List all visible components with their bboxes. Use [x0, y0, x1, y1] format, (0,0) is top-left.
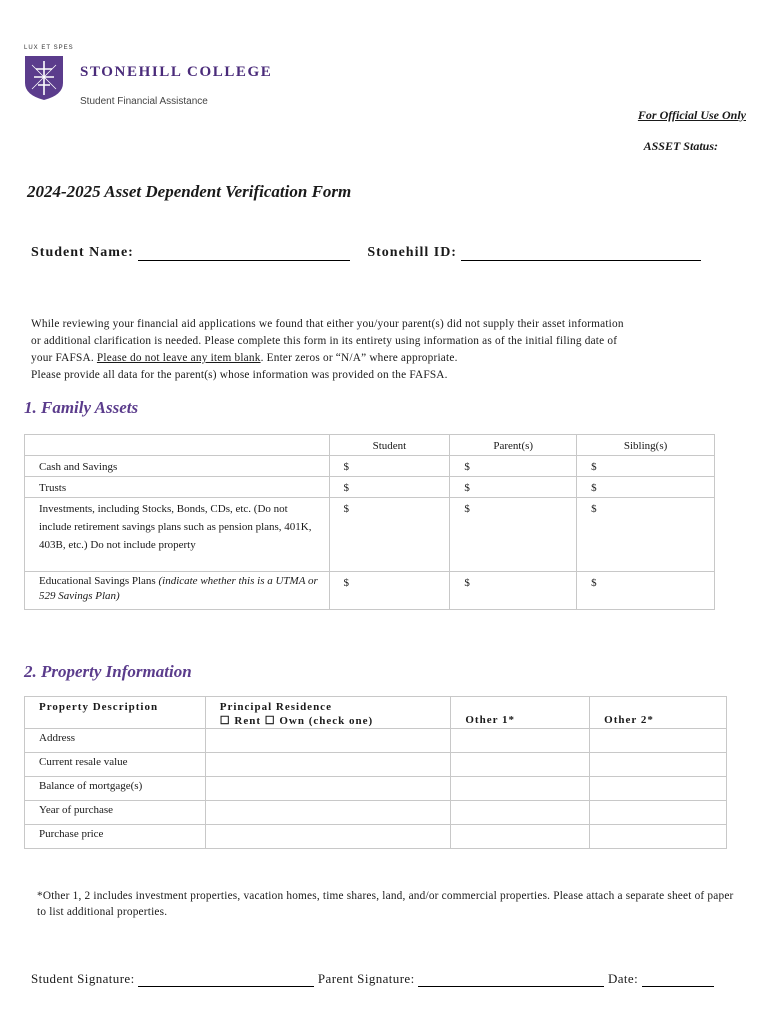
college-shield-logo: [24, 55, 64, 101]
do-not-leave-blank: Please do not leave any item blank: [96, 352, 261, 364]
row-label-investments: Investments, including Stocks, Bonds, CDs, etc. (Do not include retirement savings plans such as pension plans, 401K, 403B, etc.) Do not include property: [25, 498, 330, 572]
form-title: 2024-2025 Asset Dependent Verification Form: [27, 182, 352, 201]
col-siblings: Sibling(s): [577, 435, 715, 456]
stonehill-id-field[interactable]: [461, 246, 701, 261]
property-input-cell[interactable]: [205, 777, 451, 801]
student-name-field[interactable]: [138, 246, 350, 261]
property-input-cell[interactable]: [590, 825, 727, 849]
property-input-cell[interactable]: [451, 729, 590, 753]
department-name: Student Financial Assistance: [80, 96, 208, 107]
property-input-cell[interactable]: [205, 801, 451, 825]
col-parents: Parent(s): [450, 435, 577, 456]
row-label-trusts: Trusts: [25, 477, 330, 498]
college-name: STONEHILL COLLEGE: [80, 64, 273, 80]
cash-student-field[interactable]: $: [329, 456, 450, 477]
investments-parent-field[interactable]: $: [450, 498, 577, 572]
student-signature-field[interactable]: [138, 972, 314, 987]
property-input-cell[interactable]: [451, 801, 590, 825]
row-label-mortgage: Balance of mortgage(s): [25, 777, 206, 801]
instructions-line: While reviewing your financial aid applications we found that either you/your parent(s) did not supply their asset information: [31, 318, 624, 330]
row-label-cash: Cash and Savings: [25, 456, 330, 477]
instructions-line: your FAFSA. Please do not leave any item blank. Enter zeros or “N/A” where appropriate.: [31, 352, 458, 364]
property-input-cell[interactable]: [590, 753, 727, 777]
row-label-education: Educational Savings Plans (indicate whether this is a UTMA or 529 Savings Plan): [25, 572, 330, 610]
student-name-label: Student Name:: [31, 245, 134, 260]
blank-header-cell: [25, 435, 330, 456]
date-field[interactable]: [642, 972, 714, 987]
row-label-purchase-price: Purchase price: [25, 825, 206, 849]
official-use-label: For Official Use Only: [637, 108, 746, 122]
education-student-field[interactable]: $: [329, 572, 450, 610]
asset-status-label: ASSET Status:: [643, 139, 718, 153]
property-info-heading: 2. Property Information: [24, 662, 192, 681]
family-assets-table: [24, 434, 715, 610]
signature-row: [31, 971, 714, 987]
property-input-cell[interactable]: [590, 777, 727, 801]
investments-student-field[interactable]: $: [329, 498, 450, 572]
property-input-cell[interactable]: [451, 753, 590, 777]
property-input-cell[interactable]: [590, 801, 727, 825]
trusts-sibling-field[interactable]: $: [577, 477, 715, 498]
row-label-year-purchase: Year of purchase: [25, 801, 206, 825]
instructions: [31, 316, 737, 384]
property-input-cell[interactable]: [451, 825, 590, 849]
other-properties-note: *Other 1, 2 includes investment properties, vacation homes, time shares, land, and/or commercial properties. Please attach a separate sheet of paper to list additional properties.: [37, 890, 734, 918]
student-signature-label: Student Signature:: [31, 971, 135, 986]
education-parent-field[interactable]: $: [450, 572, 577, 610]
row-label-address: Address: [25, 729, 206, 753]
education-sibling-field[interactable]: $: [577, 572, 715, 610]
stonehill-id-label: Stonehill ID:: [367, 245, 457, 260]
row-label-resale-value: Current resale value: [25, 753, 206, 777]
col-other-1: Other 1*: [451, 697, 590, 729]
parent-signature-field[interactable]: [418, 972, 604, 987]
col-student: Student: [329, 435, 450, 456]
cash-parent-field[interactable]: $: [450, 456, 577, 477]
col-other-2: Other 2*: [590, 697, 727, 729]
student-info-row: [31, 245, 701, 261]
instructions-line: Please provide all data for the parent(s) whose information was provided on the FAFSA.: [31, 369, 448, 381]
parent-signature-label: Parent Signature:: [317, 971, 415, 986]
trusts-parent-field[interactable]: $: [450, 477, 577, 498]
property-input-cell[interactable]: [451, 777, 590, 801]
investments-sibling-field[interactable]: $: [577, 498, 715, 572]
col-principal-residence: Principal Residence ☐ Rent ☐ Own (check one): [205, 697, 451, 729]
date-label: Date:: [607, 971, 639, 986]
property-table: [24, 696, 727, 849]
family-assets-heading: 1. Family Assets: [24, 398, 139, 417]
property-input-cell[interactable]: [205, 729, 451, 753]
col-property-description: Property Description: [25, 697, 206, 729]
cash-sibling-field[interactable]: $: [577, 456, 715, 477]
property-input-cell[interactable]: [205, 753, 451, 777]
trusts-student-field[interactable]: $: [329, 477, 450, 498]
instructions-line: or additional clarification is needed. Please complete this form in its entirety using information as of the initial filing date of: [31, 335, 618, 347]
property-input-cell[interactable]: [590, 729, 727, 753]
rent-own-checkboxes[interactable]: ☐ Rent ☐ Own (check one): [219, 715, 374, 727]
property-input-cell[interactable]: [205, 825, 451, 849]
logo-tagline: LUX ET SPES: [24, 45, 74, 51]
